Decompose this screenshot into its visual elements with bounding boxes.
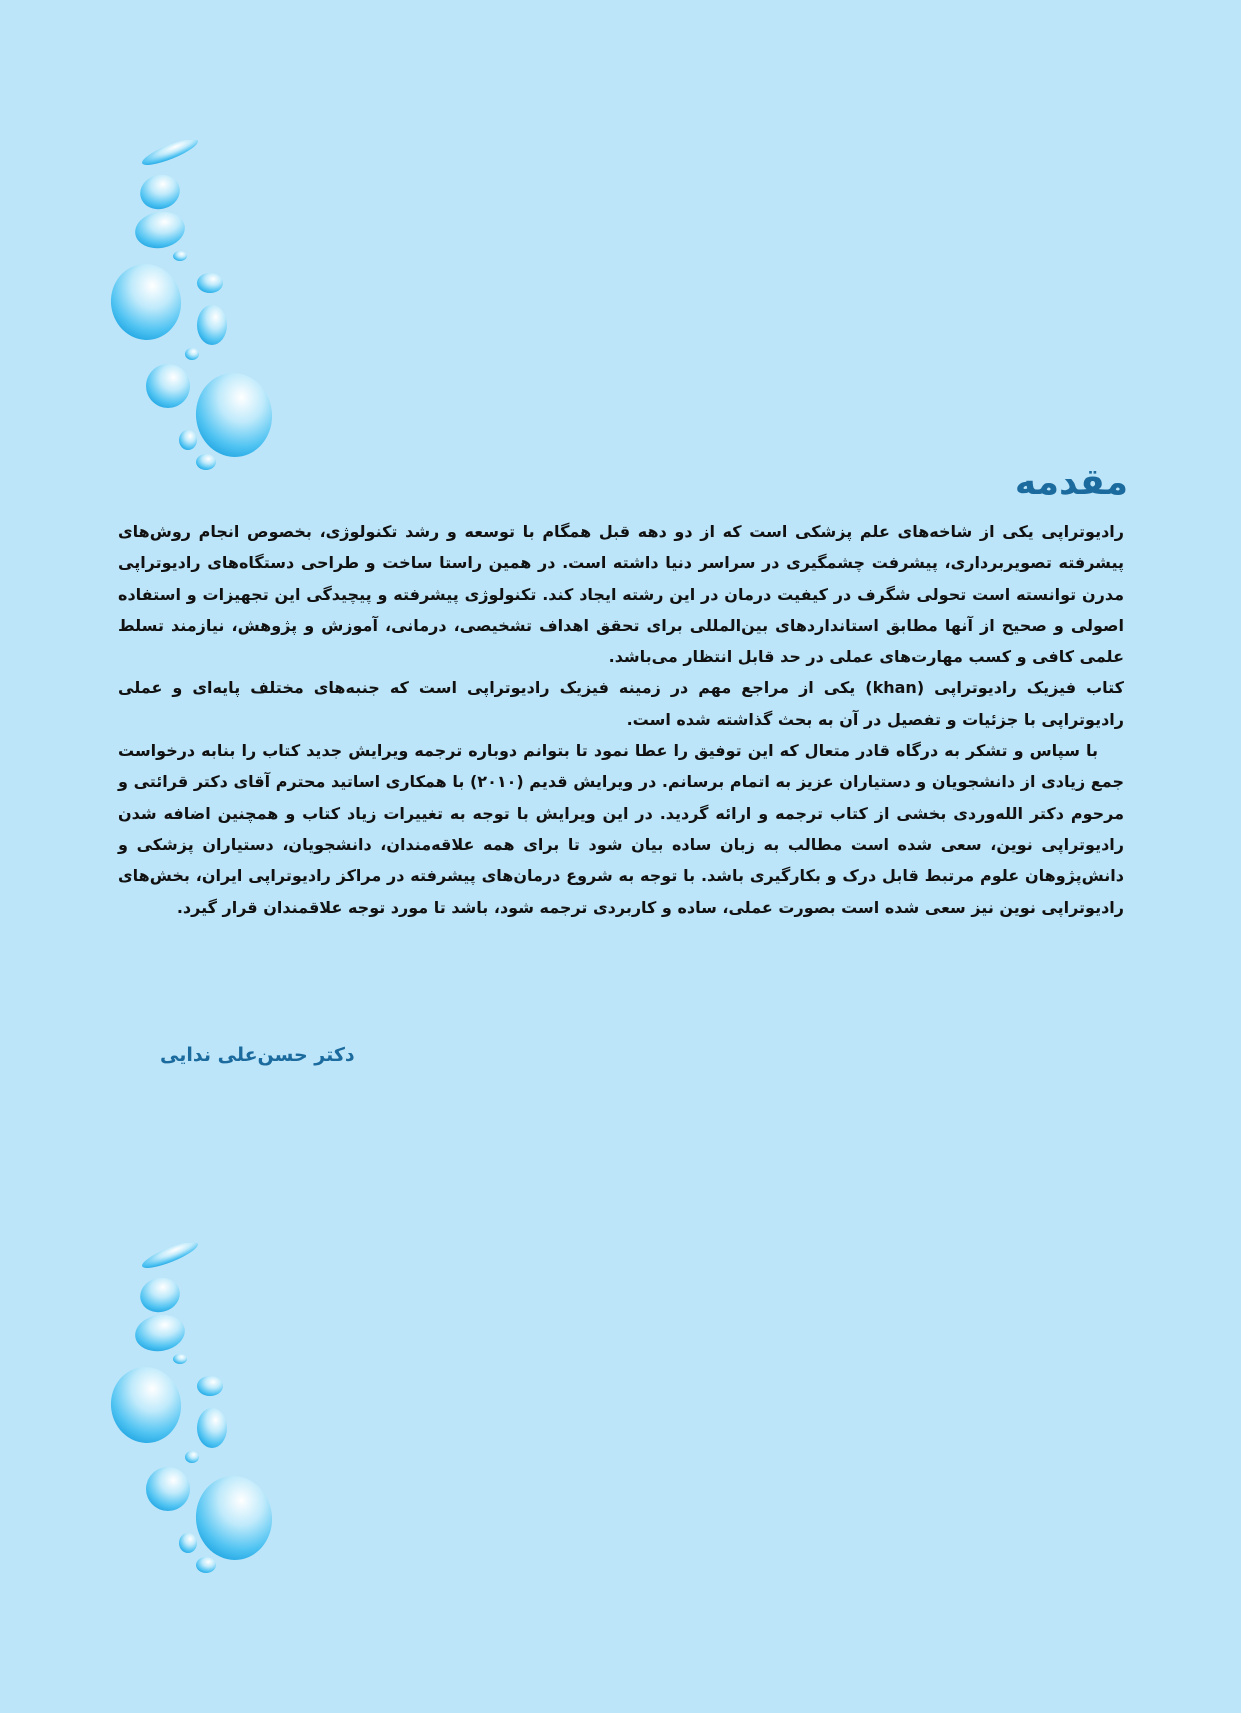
author-signature: دکتر حسن‌علی ندایی	[160, 1044, 355, 1066]
paragraph: رادیوتراپی یکی از شاخه‌های علم پزشکی است که از دو دهه قبل همگام با توسعه و رشد تکنولوژی، بخصوص انجام روش‌های پیشرفته تصویربرداری، پیشرفت چشمگیری در سراسر دنیا داشته است. در همین راستا ساخت و طراحی دستگاه‌های رادیوتراپی مدرن توانسته است تحولی شگرف در کیفیت درمان در این رشته ایجاد کند. تکنولوژی پیشرفته و پیچیدگی این تجهیزات و استفاده اصولی و صحیح از آنها مطابق استانداردهای بین‌المللی برای تحقق اهداف تشخیصی، درمانی، آموزش و پژوهش، نیازمند تسلط علمی کافی و کسب مهارت‌های عملی در حد قابل انتظار می‌باشد.	[118, 522, 1124, 667]
paragraph: با سپاس و تشکر به درگاه قادر متعال که این توفیق را عطا نمود تا بتوانم دوباره ترجمه ویرایش جدید کتاب را بنابه درخواست جمع زیادی از دانشجویان و دستیاران عزیز به اتمام برسانم. در ویرایش قدیم (۲۰۱۰) با همکاری اساتید محترم آقای دکتر قرائتی و مرحوم دکتر الله‌وردی بخشی از کتاب ترجمه و ارائه گردید. در این ویرایش با توجه به تغییرات زیاد کتاب و همچنین اضافه شدن رادیوتراپی نوین، سعی شده است مطالب به زبان ساده بیان شود تا برای همه علاقه‌مندان، دانشجویان، دستیاران پزشکی و دانش‌پژوهان علوم مرتبط قابل درک و بکارگیری باشد. با توجه به شروع درمان‌های پیشرفته در مراکز رادیوتراپی ایران، بخش‌های رادیوتراپی نوین نیز سعی شده است بصورت عملی، ساده و کاربردی ترجمه شود، باشد تا مورد توجه علاقمندان قرار گیرد.	[118, 741, 1124, 917]
paragraph: کتاب فیزیک رادیوتراپی (khan) یکی از مراجع مهم در زمینه فیزیک رادیوتراپی است که جنبه‌های مختلف پایه‌ای و عملی رادیوتراپی با جزئیات و تفصیل در آن به بحث گذاشته شده است.	[118, 678, 1124, 729]
introduction-body	[118, 516, 1124, 923]
water-drops-decoration-bottom	[110, 1243, 310, 1583]
page-title: مقدمه	[1014, 462, 1128, 503]
water-drops-decoration-top	[110, 140, 310, 480]
